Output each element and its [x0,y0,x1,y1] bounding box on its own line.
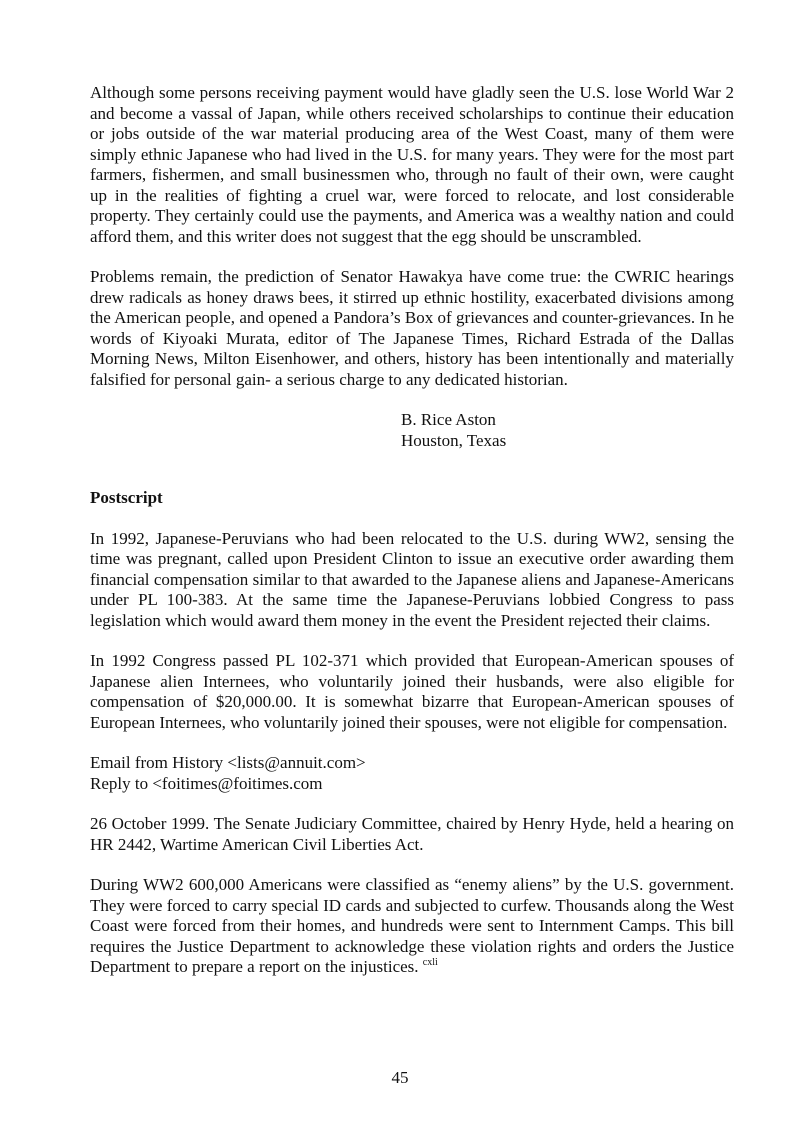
author-name: B. Rice Aston [401,410,496,429]
body-paragraph-text: During WW2 600,000 Americans were classified as “enemy aliens” by the U.S. government. They were forced to carry special ID cards and subjected to curfew. Thousands along the West Coast were forced from their homes, and hundreds were sent to Internment Camps. This bill requires the Justice Department to acknowledge these violation rights and orders the Justice Department to prepare a report on the injustices. [90,875,734,976]
document-body [90,83,734,978]
author-location: Houston, Texas [401,430,507,450]
body-paragraph: Although some persons receiving payment would have gladly seen the U.S. lose World War 2 and become a vassal of Japan, while others received scholarships to continue their education or jobs outside of the war material producing area of the West Coast, many of them were simply ethnic Japanese who had lived in the U.S. for many years. They were for the most part farmers, fishermen, and small businessmen who, through no fault of their own, were caught up in the realities of fighting a cruel war, were forced to relocate, and lost considerable property. They certainly could use the payments, and America was a wealthy nation and could afford them, and this writer does not suggest that the egg should be unscrambled. [90,83,734,246]
body-paragraph: 26 October 1999. The Senate Judiciary Committee, chaired by Henry Hyde, held a hearing on HR 2442, Wartime American Civil Liberties Act. [90,814,734,854]
page-number: 45 [391,1068,409,1087]
email-reply-line: Reply to <foitimes@foitimes.com [90,773,323,793]
email-header [90,753,734,794]
body-paragraph: In 1992, Japanese-Peruvians who had been relocated to the U.S. during WW2, sensing the time was pregnant, called upon President Clinton to issue an executive order awarding them financial compensation similar to that awarded to the Japanese aliens and Japanese-Americans under PL 100-383. At the same time the Japanese-Peruvians lobbied Congress to pass legislation which would award them money in the event the President rejected their claims. [90,528,734,630]
email-from-line: Email from History <lists@annuit.com> [90,753,366,772]
author-signature [401,410,734,451]
body-paragraph: In 1992 Congress passed PL 102-371 which provided that European-American spouses of Japanese alien Internees, who voluntarily joined their husbands, were also eligible for compensation of $20,000.00. It is somewhat bizarre that European-American spouses of European Internees, who voluntarily joined their spouses, were not eligible for compensation. [90,651,734,732]
section-heading: Postscript [90,488,163,507]
body-paragraph: Problems remain, the prediction of Senator Hawakya have come true: the CWRIC hearings drew radicals as honey draws bees, it stirred up ethnic hostility, exacerbated divisions among the American people, and opened a Pandora’s Box of grievances and counter-grievances. In he words of Kiyoaki Murata, editor of The Japanese Times, Richard Estrada of the Dallas Morning News, Milton Eisenhower, and others, history has been intentionally and materially falsified for personal gain- a serious charge to any dedicated historian. [90,267,734,389]
footnote-marker: cxli [422,957,438,968]
body-paragraph-with-footnote [90,875,734,978]
